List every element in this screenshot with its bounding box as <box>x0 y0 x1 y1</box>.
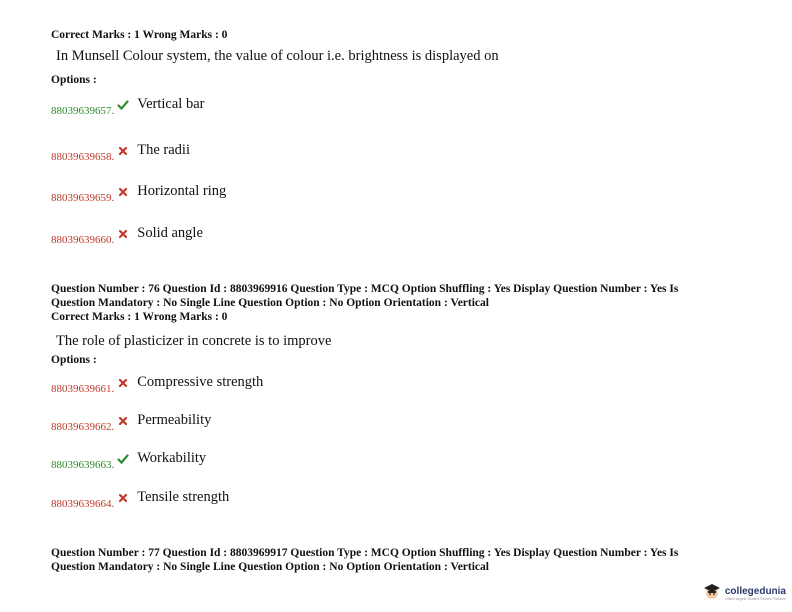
option-row <box>51 182 227 204</box>
option-text: Vertical bar <box>137 96 205 112</box>
option-row <box>51 95 205 117</box>
option-row <box>51 449 207 471</box>
option-id: 88039639660. <box>51 234 115 246</box>
option-text: Workability <box>137 450 207 466</box>
option-text: The radii <box>137 142 190 158</box>
option-id: 88039639657. <box>51 105 115 117</box>
cross-icon <box>117 144 129 156</box>
cross-icon <box>117 185 129 197</box>
cross-icon <box>117 491 129 503</box>
question-text: In Munsell Colour system, the value of colour i.e. brightness is displayed on <box>56 48 499 64</box>
options-label: Options : <box>51 354 97 366</box>
option-id: 88039639661. <box>51 383 115 395</box>
option-row <box>51 488 230 510</box>
meta-line: Question Mandatory : No Single Line Question Option : No Option Orientation : Vertical <box>51 297 489 309</box>
logo-tagline: India's largest Student Review Platform <box>724 597 786 601</box>
logo-name: collegedunia <box>724 586 786 597</box>
meta-line: Question Number : 76 Question Id : 8803969916 Question Type : MCQ Option Shuffling : Yes Display Question Number : Yes Is <box>51 283 679 295</box>
meta-line: Question Mandatory : No Single Line Question Option : No Option Orientation : Vertical <box>51 561 489 573</box>
option-row <box>51 141 190 163</box>
option-id: 88039639659. <box>51 192 115 204</box>
option-id: 88039639662. <box>51 421 115 433</box>
meta-line: Question Number : 77 Question Id : 8803969917 Question Type : MCQ Option Shuffling : Yes Display Question Number : Yes Is <box>51 547 679 559</box>
question-meta <box>51 282 678 324</box>
question-meta <box>51 546 678 574</box>
option-text: Tensile strength <box>137 489 230 505</box>
option-row <box>51 411 212 433</box>
option-text: Solid angle <box>137 225 203 241</box>
options-label: Options : <box>51 74 97 86</box>
question-text: The role of plasticizer in concrete is to improve <box>56 333 332 349</box>
option-id: 88039639664. <box>51 498 115 510</box>
cross-icon <box>117 376 129 388</box>
option-id: 88039639658. <box>51 151 115 163</box>
option-row <box>51 373 264 395</box>
check-icon <box>117 452 129 464</box>
collegedunia-logo <box>702 581 786 606</box>
marks-line: Correct Marks : 1 Wrong Marks : 0 <box>51 29 228 41</box>
option-text: Compressive strength <box>137 374 264 390</box>
option-row <box>51 224 203 246</box>
option-text: Permeability <box>137 412 212 428</box>
marks-line: Correct Marks : 1 Wrong Marks : 0 <box>51 311 228 323</box>
option-text: Horizontal ring <box>137 183 227 199</box>
cross-icon <box>117 227 129 239</box>
check-icon <box>117 98 129 110</box>
cross-icon <box>117 414 129 426</box>
graduate-avatar-icon <box>702 581 722 606</box>
option-id: 88039639663. <box>51 459 115 471</box>
